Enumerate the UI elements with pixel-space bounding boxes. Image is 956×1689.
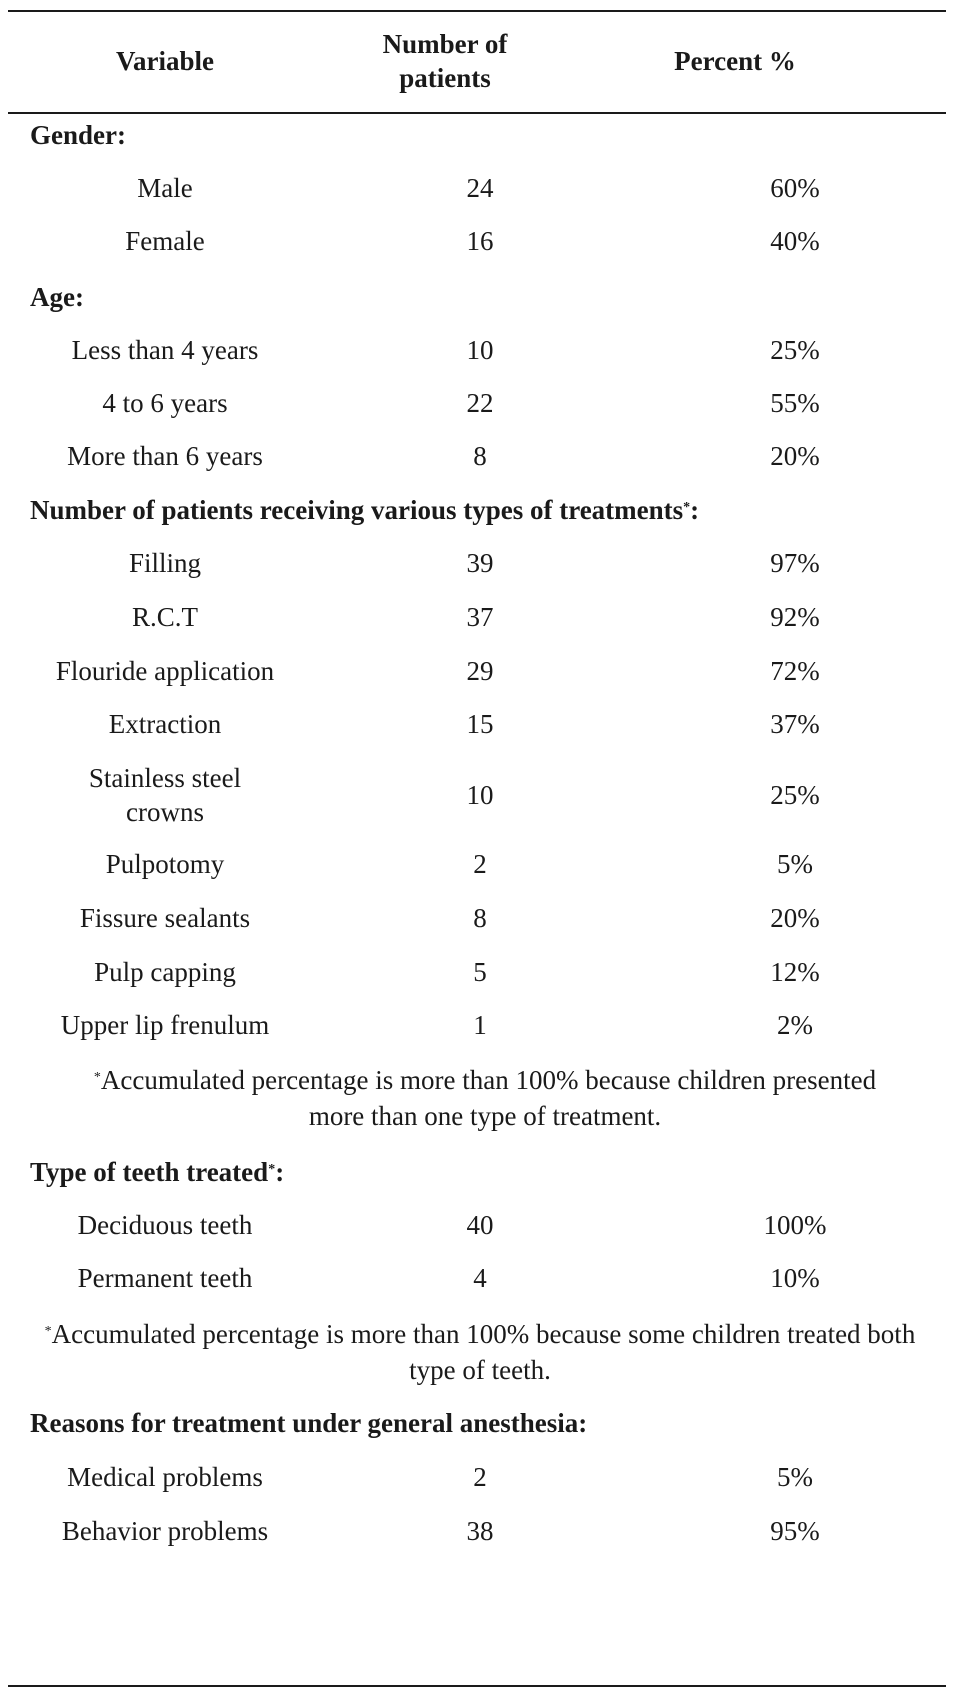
table-bottom-rule — [8, 1685, 946, 1687]
row-percent: 20% — [770, 441, 820, 471]
footnote-marker: * — [93, 1070, 101, 1085]
row-count: 40 — [466, 1210, 494, 1240]
row-label: Behavior problems — [61, 1516, 269, 1546]
section-treatments-title-text: Number of patients receiving various types of treatments — [30, 495, 684, 525]
section-teeth-title-text: Type of teeth treated — [30, 1157, 269, 1187]
row-label: Upper lip frenulum — [60, 1010, 270, 1040]
row-count: 8 — [473, 441, 487, 471]
footnote-treatments — [70, 1062, 900, 1134]
section-title-colon: : — [690, 495, 700, 525]
row-count: 1 — [473, 1010, 487, 1040]
row-percent: 2% — [777, 1010, 813, 1040]
row-percent: 40% — [770, 226, 820, 256]
row-count: 38 — [466, 1516, 494, 1546]
row-label: Deciduous teeth — [77, 1210, 253, 1240]
row-label: Pulpotomy — [105, 849, 225, 879]
row-count: 29 — [466, 656, 494, 686]
row-label: Permanent teeth — [77, 1263, 253, 1293]
row-count: 10 — [466, 780, 494, 810]
row-label: Male — [137, 173, 193, 203]
row-count: 24 — [466, 173, 494, 203]
footnote-text: Accumulated percentage is more than 100% because children presented more than one type of treatment. — [100, 1065, 877, 1131]
row-percent: 37% — [770, 709, 820, 739]
row-label: R.C.T — [131, 602, 198, 632]
section-age-title: Age: — [30, 282, 84, 312]
row-percent: 55% — [770, 388, 820, 418]
row-percent: 20% — [770, 903, 820, 933]
row-count: 22 — [466, 388, 494, 418]
row-label: Flouride application — [55, 656, 275, 686]
row-count: 2 — [473, 849, 487, 879]
row-label: Less than 4 years — [71, 335, 259, 365]
section-teeth-title — [30, 1155, 284, 1189]
footnote-marker: * — [683, 500, 691, 515]
row-label: More than 6 years — [67, 441, 263, 471]
row-label: Extraction — [108, 709, 222, 739]
row-count: 37 — [466, 602, 494, 632]
row-count: 5 — [473, 957, 487, 987]
row-count: 10 — [466, 335, 494, 365]
header-percent: Percent % — [674, 46, 796, 76]
footnote-text: Accumulated percentage is more than 100% because some children treated both type of teeth. — [51, 1319, 916, 1385]
row-label: Pulp capping — [94, 957, 236, 987]
row-percent: 95% — [770, 1516, 820, 1546]
table-top-rule — [8, 10, 946, 12]
section-title-colon: : — [275, 1157, 285, 1187]
row-label: Filling — [128, 548, 202, 578]
footnote-marker: * — [44, 1324, 52, 1339]
row-percent: 97% — [770, 548, 820, 578]
footnote-teeth — [30, 1316, 930, 1388]
row-count: 4 — [473, 1263, 487, 1293]
header-number-of-patients: Number of patients — [382, 29, 508, 93]
footnote-marker: * — [268, 1162, 276, 1177]
row-percent: 5% — [777, 849, 813, 879]
row-count: 39 — [466, 548, 494, 578]
row-count: 8 — [473, 903, 487, 933]
row-percent: 92% — [770, 602, 820, 632]
row-count: 15 — [466, 709, 494, 739]
section-treatments-title — [30, 493, 699, 527]
row-count: 2 — [473, 1462, 487, 1492]
row-percent: 25% — [770, 335, 820, 365]
section-reasons-title: Reasons for treatment under general anesthesia: — [30, 1408, 588, 1438]
section-gender-title: Gender: — [30, 120, 126, 150]
row-percent: 72% — [770, 656, 820, 686]
row-label: 4 to 6 years — [102, 388, 228, 418]
row-percent: 12% — [770, 957, 820, 987]
row-percent: 100% — [763, 1210, 827, 1240]
row-percent: 60% — [770, 173, 820, 203]
header-variable: Variable — [115, 46, 214, 76]
row-percent: 25% — [770, 780, 820, 810]
row-percent: 10% — [770, 1263, 820, 1293]
row-label: Medical problems — [67, 1462, 263, 1492]
row-label: Female — [125, 226, 205, 256]
row-percent: 5% — [777, 1462, 813, 1492]
header-rule — [8, 112, 946, 114]
row-label: Stainless steel crowns — [88, 763, 242, 827]
row-label: Fissure sealants — [79, 903, 251, 933]
row-count: 16 — [466, 226, 494, 256]
